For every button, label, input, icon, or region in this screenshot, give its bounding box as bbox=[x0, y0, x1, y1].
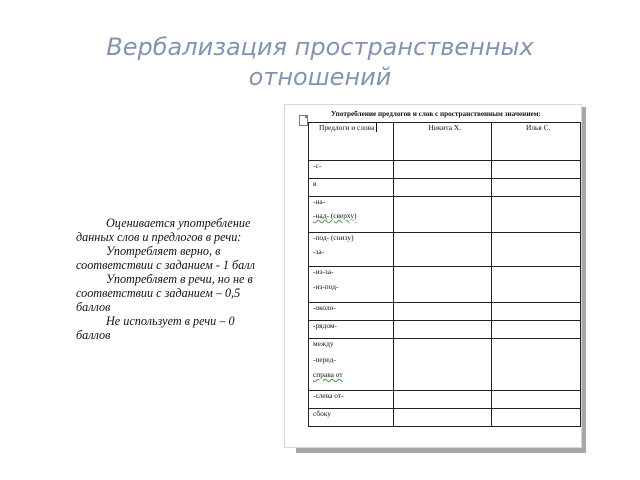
column-header-prepositions: Предлоги и слова bbox=[309, 123, 394, 161]
preposition-text: -под- (снизу) bbox=[313, 233, 354, 242]
table-cell-score[interactable] bbox=[394, 161, 492, 179]
table-row bbox=[309, 391, 581, 409]
preposition-text: -из-под- bbox=[313, 282, 339, 291]
table-cell-preposition bbox=[309, 233, 394, 267]
table-cell-preposition bbox=[309, 321, 394, 339]
table-header-row bbox=[309, 123, 581, 161]
table-cell-score[interactable] bbox=[492, 197, 581, 233]
table-cell-score[interactable] bbox=[492, 303, 581, 321]
preposition-text: справа от bbox=[313, 370, 343, 379]
table-cell-preposition bbox=[309, 161, 394, 179]
preposition-text: -из-за- bbox=[313, 267, 334, 276]
table-row bbox=[309, 321, 581, 339]
table-row bbox=[309, 339, 581, 391]
table-cell-preposition bbox=[309, 339, 394, 391]
document-icon bbox=[299, 115, 308, 126]
preposition-text: -перед- bbox=[313, 355, 336, 364]
table-cell-score[interactable] bbox=[394, 303, 492, 321]
preposition-text: -рядом- bbox=[313, 321, 338, 330]
table-cell-score[interactable] bbox=[394, 339, 492, 391]
table-row bbox=[309, 267, 581, 303]
preposition-text: -слева от- bbox=[313, 391, 344, 400]
column-header-student-2: Илья С. bbox=[492, 123, 581, 161]
table-cell-score[interactable] bbox=[394, 197, 492, 233]
column-header-student-1: Никита Х. bbox=[394, 123, 492, 161]
table-cell-preposition bbox=[309, 179, 394, 197]
table-cell-score[interactable] bbox=[492, 179, 581, 197]
document-heading: Употребление предлогов и слов с пространственным значением: bbox=[331, 110, 541, 118]
table-row bbox=[309, 409, 581, 427]
table-row bbox=[309, 303, 581, 321]
table-row bbox=[309, 233, 581, 267]
table-cell-score[interactable] bbox=[492, 339, 581, 391]
table-cell-score[interactable] bbox=[394, 321, 492, 339]
preposition-text: -над- (сверху) bbox=[313, 211, 357, 220]
preposition-text: -около- bbox=[313, 303, 336, 312]
table-cell-score[interactable] bbox=[394, 179, 492, 197]
table-cell-preposition bbox=[309, 267, 394, 303]
table-cell-score[interactable] bbox=[492, 267, 581, 303]
table-cell-score[interactable] bbox=[492, 391, 581, 409]
table-cell-score[interactable] bbox=[394, 391, 492, 409]
table-cell-preposition bbox=[309, 197, 394, 233]
table-cell-score[interactable] bbox=[394, 267, 492, 303]
preposition-text: -с- bbox=[313, 161, 322, 170]
table-cell-preposition bbox=[309, 409, 394, 427]
table-cell-score[interactable] bbox=[492, 233, 581, 267]
preposition-text: между bbox=[313, 339, 334, 348]
table-row bbox=[309, 197, 581, 233]
table-row bbox=[309, 179, 581, 197]
table-cell-score[interactable] bbox=[492, 409, 581, 427]
preposition-text: -за- bbox=[313, 247, 325, 256]
scoring-criterion: Употребляет в речи, но не в соответствии с заданием – 0,5 баллов bbox=[76, 272, 253, 314]
prepositions-table bbox=[308, 122, 581, 427]
table-row bbox=[309, 161, 581, 179]
scoring-criterion: Употребляет верно, в соответствии с заданием - 1 балл bbox=[76, 244, 255, 272]
table-cell-score[interactable] bbox=[394, 233, 492, 267]
table-cell-score[interactable] bbox=[394, 409, 492, 427]
preposition-text: сбоку bbox=[313, 409, 332, 418]
table-cell-score[interactable] bbox=[492, 321, 581, 339]
table-cell-score[interactable] bbox=[492, 161, 581, 179]
scoring-description bbox=[76, 216, 266, 342]
scoring-criterion: Не использует в речи – 0 баллов bbox=[76, 314, 235, 342]
preposition-text: в bbox=[313, 179, 317, 188]
table-cell-preposition bbox=[309, 303, 394, 321]
embedded-document[interactable] bbox=[284, 104, 582, 448]
slide-title: Вербализация пространственных отношений bbox=[106, 33, 534, 91]
scoring-intro: Оценивается употребление данных слов и предлогов в речи: bbox=[76, 216, 251, 244]
table-cell-preposition bbox=[309, 391, 394, 409]
preposition-text: -на- bbox=[313, 197, 326, 206]
